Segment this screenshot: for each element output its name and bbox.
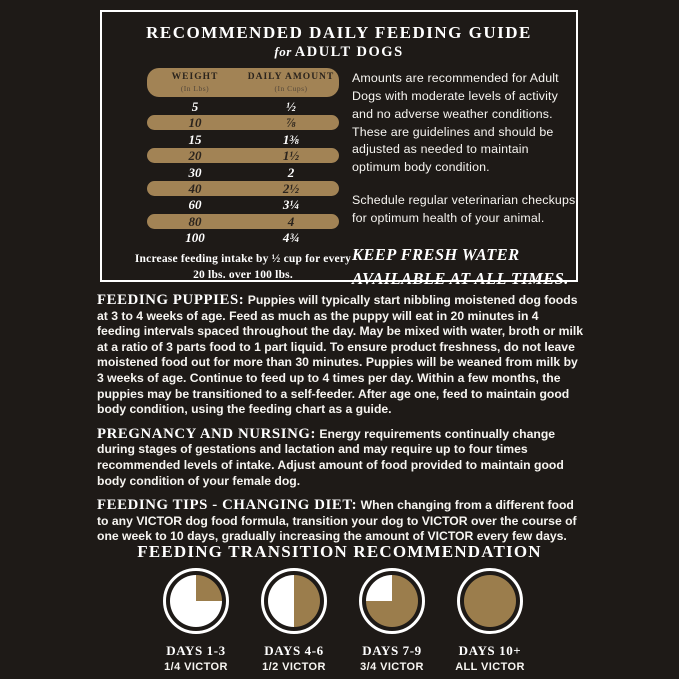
table-row (147, 115, 339, 130)
pie-chart-icon (170, 575, 222, 627)
pie-ring (163, 568, 229, 634)
step-days-label: DAYS 4-6 (264, 643, 324, 658)
daily-feeding-guide-box (100, 10, 578, 288)
transition-steps (147, 568, 539, 673)
transition-heading: FEEDING TRANSITION RECOMMENDATION (137, 542, 542, 561)
guide-paragraph-amounts: Amounts are recommended for Adult Dogs with moderate levels of activity and no adverse weather conditions. These are guidelines and should be adjusted as needed to maintain optimum body condition. (352, 71, 559, 175)
weight-cell: 60 (188, 197, 202, 213)
section-text (97, 427, 584, 489)
section-heading: FEEDING PUPPIES: (97, 292, 245, 308)
table-row (147, 197, 339, 212)
section-body: Puppies will typically start nibbling moistened dog foods at 3 to 4 weeks of age. Feed as much as the puppy will eat in 20 minutes in 4 feeding intervals spaced throughout the day. May be mixed with water, broth or milk at a ratio of 3 parts food to 1 part liquid. To ensure product freshness, do not leave moistened food out for more than 30 minutes. Puppies will be weaned from milk by 3 weeks of age. Continue to feed up to 4 times per day. Within a few months, the puppies may be transitioned to a self-feeder. After age one, feed to maintain good body condition, using the feeding chart as a guide. (97, 293, 584, 417)
table-row (147, 165, 339, 180)
weight-column-header (147, 73, 243, 92)
section-heading: FEEDING TIPS - CHANGING DIET: (97, 497, 358, 514)
step-victor-label: 1/4 VICTOR (164, 661, 228, 673)
weight-cell: 20 (188, 148, 202, 164)
amount-cell: 4¾ (282, 230, 300, 246)
section-text (97, 498, 584, 545)
step-victor-label: 3/4 VICTOR (360, 661, 424, 673)
weight-cell: 80 (188, 213, 202, 229)
amount-header-label: DAILY AMOUNT (247, 72, 335, 82)
amount-cell: 1½ (282, 148, 300, 164)
amount-cell: 1⅜ (282, 131, 300, 147)
step-days-label: DAYS 1-3 (166, 643, 226, 658)
section-pregnancy-nursing (97, 427, 584, 489)
pie-chart-icon (366, 575, 418, 627)
pie-ring (261, 568, 327, 634)
transition-step (343, 568, 441, 673)
amount-cell: 3¼ (282, 197, 300, 213)
amount-cell: ½ (286, 99, 296, 114)
pie-chart-icon (268, 575, 320, 627)
step-victor-label: 1/2 VICTOR (262, 661, 326, 673)
weight-cell: 30 (188, 164, 202, 180)
section-heading: PREGNANCY AND NURSING: (97, 425, 316, 442)
table-row (147, 230, 339, 245)
guide-notes-column (352, 70, 578, 291)
guide-subtitle-prefix: for (274, 44, 292, 59)
step-days-label: DAYS 10+ (458, 643, 522, 658)
info-sections (97, 293, 584, 554)
feeding-table-rows (147, 99, 339, 245)
weight-header-unit: (In Lbs) (180, 83, 210, 93)
step-victor-label: ALL VICTOR (455, 661, 525, 673)
feeding-table-header (147, 68, 339, 97)
transition-step (245, 568, 343, 673)
table-row (147, 181, 339, 196)
step-days-label: DAYS 7-9 (362, 643, 422, 658)
section-feeding-tips (97, 498, 584, 545)
feeding-table (134, 68, 352, 283)
table-row (147, 214, 339, 229)
weight-cell: 100 (185, 230, 205, 246)
guide-title: RECOMMENDED DAILY FEEDING GUIDE (146, 23, 532, 42)
amount-header-unit: (In Cups) (274, 83, 308, 93)
weight-cell: 10 (188, 115, 202, 131)
guide-subtitle (102, 44, 576, 61)
table-row (147, 148, 339, 163)
transition-step (441, 568, 539, 673)
weight-cell: 40 (188, 180, 202, 196)
pie-ring (359, 568, 425, 634)
guide-subtitle-text: ADULT DOGS (294, 44, 404, 60)
section-body: When changing from a different food to any VICTOR dog food formula, transition your dog to VICTOR over the course of one week to 10 days, gradually increasing the amount of VICTOR every few days. (97, 498, 577, 544)
amount-column-header (243, 73, 339, 92)
section-text (97, 293, 584, 418)
amount-cell: 2 (287, 164, 295, 180)
amount-cell: 2½ (282, 180, 300, 196)
weight-header-label: WEIGHT (171, 72, 219, 82)
feeding-table-note: Increase feeding intake by ½ cup for every 20 lbs. over 100 lbs. (134, 253, 352, 281)
amount-cell: ⅞ (286, 115, 296, 131)
section-feeding-puppies (97, 293, 584, 418)
weight-cell: 5 (191, 99, 199, 114)
weight-cell: 15 (188, 131, 202, 147)
table-row (147, 132, 339, 147)
fresh-water-callout: KEEP FRESH WATER AVAILABLE AT ALL TIMES. (352, 244, 569, 288)
guide-paragraph-vet: Schedule regular veterinarian checkups for optimum health of your animal. (352, 193, 576, 226)
pie-chart-icon (464, 575, 516, 627)
section-body: Energy requirements continually change during stages of gestations and lactation and may require up to four times recommended levels of intake. Adjust amount of food provided to maintain good body condition of your female dog. (97, 426, 564, 488)
pie-ring (457, 568, 523, 634)
amount-cell: 4 (287, 213, 295, 229)
table-row (147, 99, 339, 114)
transition-step (147, 568, 245, 673)
